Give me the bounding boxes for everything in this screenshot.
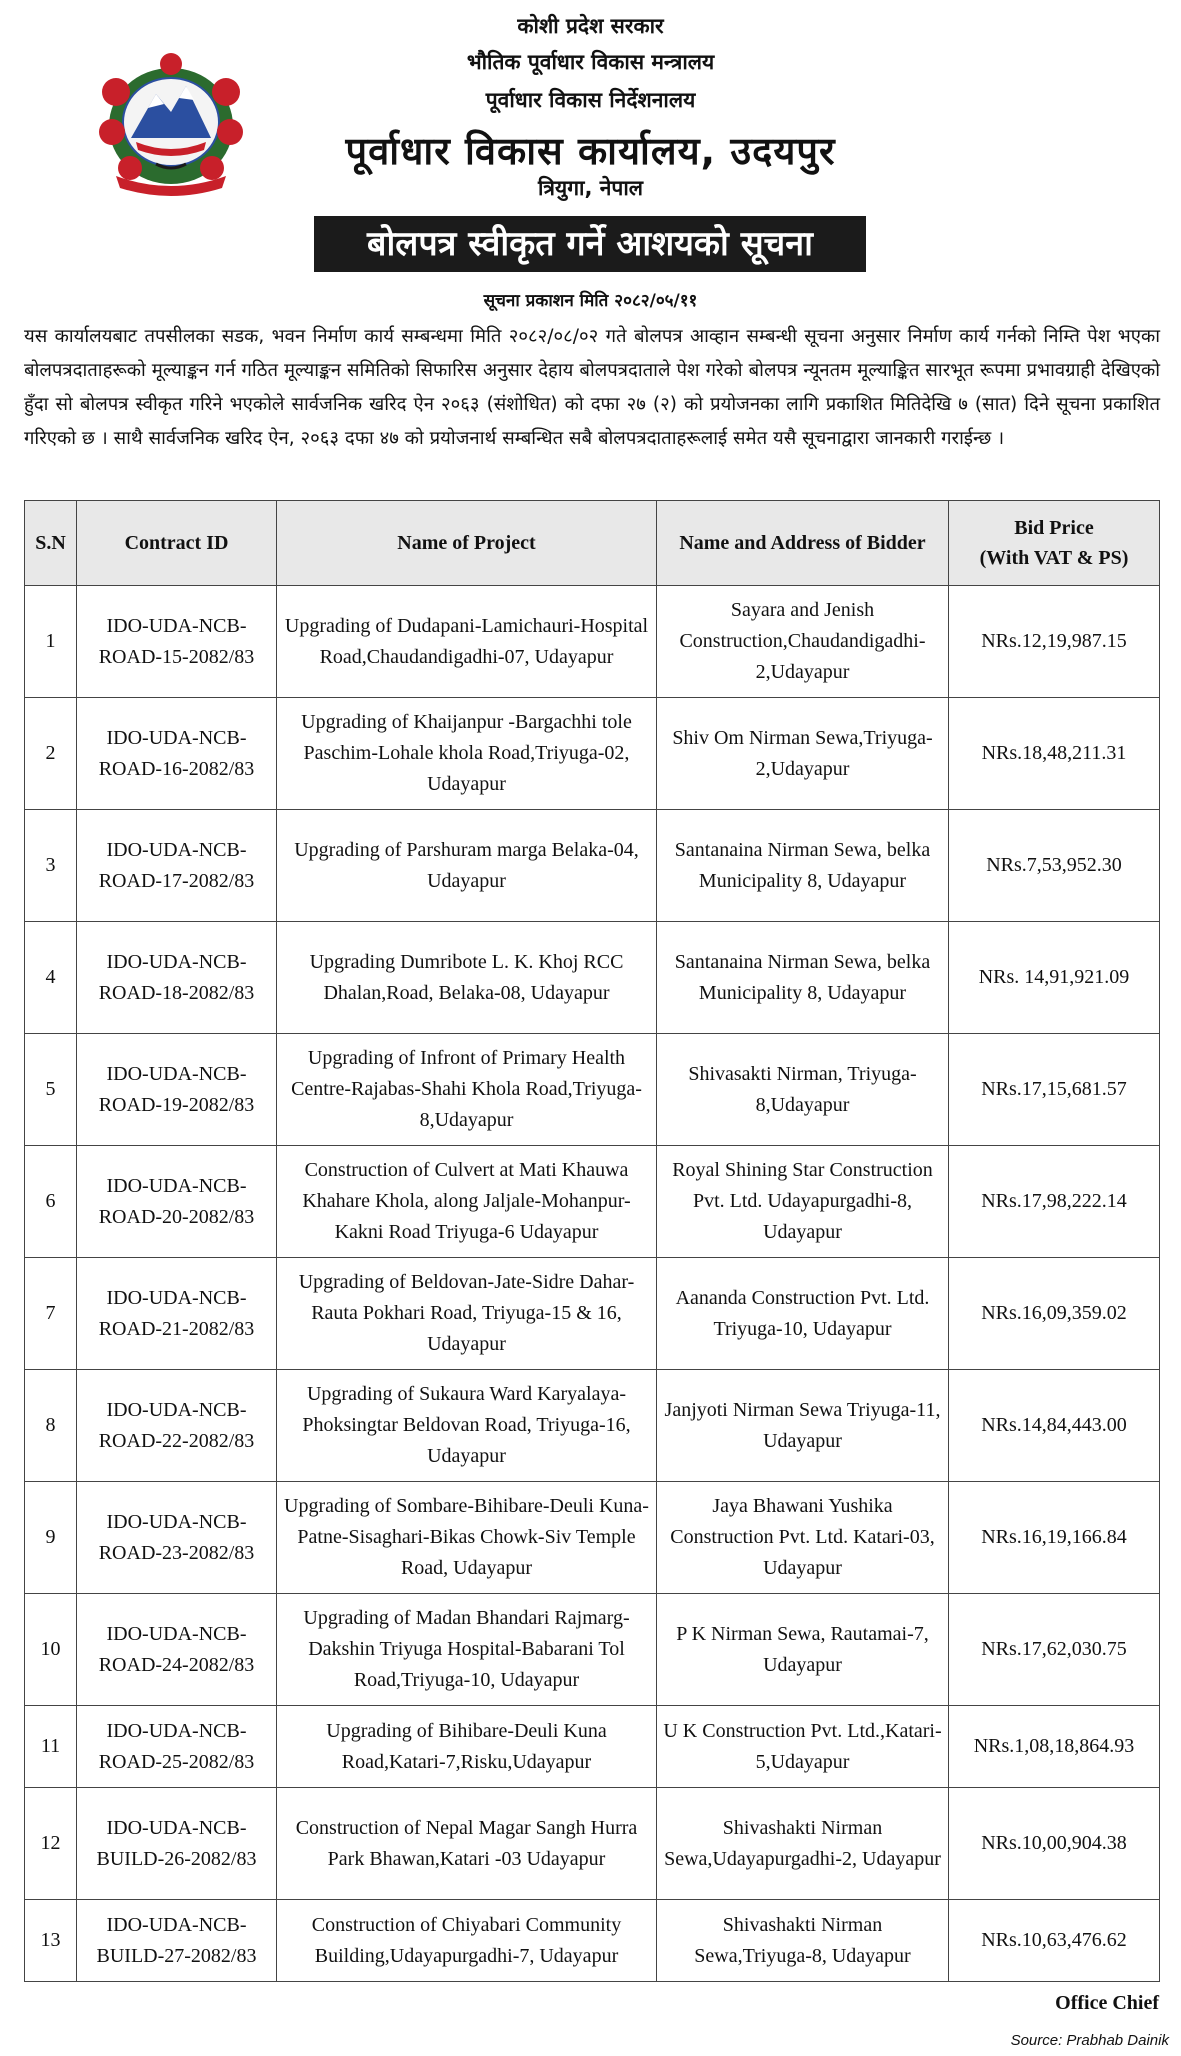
cell-bidder: Shivashakti Nirman Sewa,Triyuga-8, Udayapur bbox=[657, 1900, 949, 1982]
cell-bidder: Sayara and Jenish Construction,Chaudandigadhi-2,Udayapur bbox=[657, 586, 949, 698]
cell-project: Upgrading of Sukaura Ward Karyalaya-Phoksingtar Beldovan Road, Triyuga-16, Udayapur bbox=[277, 1370, 657, 1482]
cell-project: Upgrading of Beldovan-Jate-Sidre Dahar-Rauta Pokhari Road, Triyuga-15 & 16, Udayapur bbox=[277, 1258, 657, 1370]
contract-id-part1: IDO-UDA-NCB- bbox=[106, 1062, 247, 1085]
cell-sn: 10 bbox=[25, 1594, 77, 1706]
cell-sn: 7 bbox=[25, 1258, 77, 1370]
cell-bidder: Janjyoti Nirman Sewa Triyuga-11, Udayapur bbox=[657, 1370, 949, 1482]
contract-id-part1: IDO-UDA-NCB- bbox=[106, 1510, 247, 1533]
office-name: पूर्वाधार विकास कार्यालय, उदयपुर bbox=[345, 129, 836, 173]
office-location: त्रियुगा, नेपाल bbox=[537, 176, 644, 200]
cell-project: Upgrading of Bihibare-Deuli Kuna Road,Katari-7,Risku,Udayapur bbox=[277, 1706, 657, 1788]
cell-bidder: U K Construction Pvt. Ltd.,Katari-5,Udayapur bbox=[657, 1706, 949, 1788]
cell-contract-id bbox=[77, 1370, 277, 1482]
contract-id-part2: BUILD-27-2082/83 bbox=[96, 1944, 257, 1967]
contract-id-part1: IDO-UDA-NCB- bbox=[106, 614, 247, 637]
col-header-bid-price bbox=[949, 501, 1160, 586]
table-row bbox=[25, 1900, 1160, 1982]
cell-project: Upgrading of Madan Bhandari Rajmarg-Dakshin Triyuga Hospital-Babarani Tol Road,Triyuga-10, Udayapur bbox=[277, 1594, 657, 1706]
col-header-project: Name of Project bbox=[277, 501, 657, 586]
contract-id-part2: ROAD-21-2082/83 bbox=[98, 1317, 255, 1340]
cell-bidder: Santanaina Nirman Sewa, belka Municipality 8, Udayapur bbox=[657, 922, 949, 1034]
cell-project: Construction of Chiyabari Community Building,Udayapurgadhi-7, Udayapur bbox=[277, 1900, 657, 1982]
table-row bbox=[25, 1706, 1160, 1788]
cell-bid-price: NRs.14,84,443.00 bbox=[949, 1370, 1160, 1482]
cell-bidder: Royal Shining Star Construction Pvt. Ltd. Udayapurgadhi-8, Udayapur bbox=[657, 1146, 949, 1258]
contract-id-part2: ROAD-23-2082/83 bbox=[98, 1541, 255, 1564]
cell-contract-id bbox=[77, 1258, 277, 1370]
contract-id-part2: ROAD-20-2082/83 bbox=[98, 1205, 255, 1228]
office-chief-signature: Office Chief bbox=[1055, 1992, 1159, 2014]
publish-date: सूचना प्रकाशन मिति २०८२/०५/११ bbox=[483, 291, 698, 311]
cell-bidder: P K Nirman Sewa, Rautamai-7, Udayapur bbox=[657, 1594, 949, 1706]
table-header-row bbox=[25, 501, 1160, 586]
table-row bbox=[25, 1788, 1160, 1900]
cell-bid-price: NRs.12,19,987.15 bbox=[949, 586, 1160, 698]
contract-id-part2: ROAD-24-2082/83 bbox=[98, 1653, 255, 1676]
contract-id-part1: IDO-UDA-NCB- bbox=[106, 1174, 247, 1197]
cell-bid-price: NRs.16,09,359.02 bbox=[949, 1258, 1160, 1370]
contract-id-part1: IDO-UDA-NCB- bbox=[106, 1622, 247, 1645]
table-row bbox=[25, 810, 1160, 922]
cell-sn: 11 bbox=[25, 1706, 77, 1788]
table-row bbox=[25, 1034, 1160, 1146]
contract-id-part1: IDO-UDA-NCB- bbox=[106, 726, 247, 749]
cell-contract-id bbox=[77, 1706, 277, 1788]
bid-price-label: Bid Price bbox=[1014, 517, 1094, 539]
cell-contract-id bbox=[77, 1900, 277, 1982]
cell-bidder: Shivasakti Nirman, Triyuga-8,Udayapur bbox=[657, 1034, 949, 1146]
cell-bid-price: NRs. 14,91,921.09 bbox=[949, 922, 1160, 1034]
contract-id-part1: IDO-UDA-NCB- bbox=[106, 1913, 247, 1936]
cell-contract-id bbox=[77, 1034, 277, 1146]
cell-sn: 5 bbox=[25, 1034, 77, 1146]
cell-sn: 13 bbox=[25, 1900, 77, 1982]
cell-bid-price: NRs.17,62,030.75 bbox=[949, 1594, 1160, 1706]
contract-id-part2: BUILD-26-2082/83 bbox=[96, 1847, 257, 1870]
cell-project: Construction of Culvert at Mati Khauwa Khahare Khola, along Jaljale-Mohanpur-Kakni Road Triyuga-6 Udayapur bbox=[277, 1146, 657, 1258]
cell-project: Construction of Nepal Magar Sangh Hurra Park Bhawan,Katari -03 Udayapur bbox=[277, 1788, 657, 1900]
cell-contract-id bbox=[77, 586, 277, 698]
cell-contract-id bbox=[77, 698, 277, 810]
cell-bid-price: NRs.17,15,681.57 bbox=[949, 1034, 1160, 1146]
source-credit: Source: Prabhab Dainik bbox=[1010, 2032, 1169, 2049]
cell-sn: 2 bbox=[25, 698, 77, 810]
bid-price-sublabel: (With VAT & PS) bbox=[979, 547, 1129, 569]
notice-paragraph: यस कार्यालयबाट तपसीलका सडक, भवन निर्माण कार्य सम्बन्धमा मिति २०८२/०८/०२ गते बोलपत्र आव्हान सम्बन्धी सूचना अनुसार निर्माण कार्य गर्नको निम्ति पेश भएका बोलपत्रदाताहरूको मूल्याङ्कन गर्न गठित मूल्याङ्कन समितिको सिफारिस अनुसार देहाय बोलपत्रदाताले पेश गरेको बोलपत्र न्यूनतम मूल्याङ्कित सारभूत रूपमा प्रभावग्राही देखिएको हुँदा सो बोलपत्र स्वीकृत गरिने भएकोले सार्वजनिक खरिद ऐन २०६३ (संशोधित) को दफा २७ (२) को प्रयोजनका लागि प्रकाशित मितिदेखि ७ (सात) दिने सूचना प्रकाशित गरिएको छ । साथै सार्वजनिक खरिद ऐन, २०६३ दफा ४७ को प्रयोजनार्थ सम्बन्धित सबै बोलपत्रदाताहरूलाई समेत यसै सूचनाद्वारा जानकारी गराईन्छ । bbox=[24, 326, 1160, 449]
government-name: कोशी प्रदेश सरकार bbox=[517, 14, 664, 38]
ministry-name: भौतिक पूर्वाधार विकास मन्त्रालय bbox=[466, 50, 715, 74]
directorate-name: पूर्वाधार विकास निर्देशनालय bbox=[485, 88, 696, 112]
col-header-bidder: Name and Address of Bidder bbox=[657, 501, 949, 586]
contract-id-part2: ROAD-15-2082/83 bbox=[98, 645, 255, 668]
table-row bbox=[25, 586, 1160, 698]
contract-id-part2: ROAD-22-2082/83 bbox=[98, 1429, 255, 1452]
cell-contract-id bbox=[77, 1482, 277, 1594]
cell-sn: 1 bbox=[25, 586, 77, 698]
col-header-sn: S.N bbox=[25, 501, 77, 586]
contract-id-part1: IDO-UDA-NCB- bbox=[106, 1719, 247, 1742]
cell-sn: 3 bbox=[25, 810, 77, 922]
table-row bbox=[25, 1258, 1160, 1370]
contract-id-part1: IDO-UDA-NCB- bbox=[106, 1816, 247, 1839]
cell-contract-id bbox=[77, 810, 277, 922]
cell-contract-id bbox=[77, 1146, 277, 1258]
cell-bid-price: NRs.17,98,222.14 bbox=[949, 1146, 1160, 1258]
table-row bbox=[25, 922, 1160, 1034]
contract-id-part1: IDO-UDA-NCB- bbox=[106, 950, 247, 973]
notice-title: बोलपत्र स्वीकृत गर्ने आशयको सूचना bbox=[314, 216, 866, 272]
contract-id-part1: IDO-UDA-NCB- bbox=[106, 838, 247, 861]
cell-contract-id bbox=[77, 922, 277, 1034]
table-row bbox=[25, 1594, 1160, 1706]
cell-bidder: Jaya Bhawani Yushika Construction Pvt. Ltd. Katari-03, Udayapur bbox=[657, 1482, 949, 1594]
cell-project: Upgrading of Sombare-Bihibare-Deuli Kuna-Patne-Sisaghari-Bikas Chowk-Siv Temple Road, Udayapur bbox=[277, 1482, 657, 1594]
cell-bidder: Shivashakti Nirman Sewa,Udayapurgadhi-2, Udayapur bbox=[657, 1788, 949, 1900]
cell-bid-price: NRs.10,63,476.62 bbox=[949, 1900, 1160, 1982]
cell-bid-price: NRs.1,08,18,864.93 bbox=[949, 1706, 1160, 1788]
contract-id-part1: IDO-UDA-NCB- bbox=[106, 1286, 247, 1309]
contract-id-part2: ROAD-18-2082/83 bbox=[98, 981, 255, 1004]
col-header-contract-id: Contract ID bbox=[77, 501, 277, 586]
contract-id-part2: ROAD-19-2082/83 bbox=[98, 1093, 255, 1116]
cell-project: Upgrading of Parshuram marga Belaka-04, Udayapur bbox=[277, 810, 657, 922]
cell-sn: 6 bbox=[25, 1146, 77, 1258]
table-row bbox=[25, 1370, 1160, 1482]
contract-id-part1: IDO-UDA-NCB- bbox=[106, 1398, 247, 1421]
cell-bidder: Shiv Om Nirman Sewa,Triyuga-2,Udayapur bbox=[657, 698, 949, 810]
cell-sn: 4 bbox=[25, 922, 77, 1034]
cell-project: Upgrading of Infront of Primary Health Centre-Rajabas-Shahi Khola Road,Triyuga-8,Udayapur bbox=[277, 1034, 657, 1146]
cell-contract-id bbox=[77, 1594, 277, 1706]
cell-bid-price: NRs.10,00,904.38 bbox=[949, 1788, 1160, 1900]
contract-id-part2: ROAD-25-2082/83 bbox=[98, 1750, 255, 1773]
cell-sn: 12 bbox=[25, 1788, 77, 1900]
bid-table bbox=[24, 500, 1160, 1982]
contract-id-part2: ROAD-16-2082/83 bbox=[98, 757, 255, 780]
cell-bid-price: NRs.7,53,952.30 bbox=[949, 810, 1160, 922]
cell-sn: 8 bbox=[25, 1370, 77, 1482]
cell-bid-price: NRs.16,19,166.84 bbox=[949, 1482, 1160, 1594]
table-row bbox=[25, 698, 1160, 810]
table-row bbox=[25, 1482, 1160, 1594]
cell-project: Upgrading of Khaijanpur -Bargachhi tole Paschim-Lohale khola Road,Triyuga-02, Udayapur bbox=[277, 698, 657, 810]
cell-bidder: Santanaina Nirman Sewa, belka Municipality 8, Udayapur bbox=[657, 810, 949, 922]
cell-project: Upgrading Dumribote L. K. Khoj RCC Dhalan,Road, Belaka-08, Udayapur bbox=[277, 922, 657, 1034]
cell-bid-price: NRs.18,48,211.31 bbox=[949, 698, 1160, 810]
cell-contract-id bbox=[77, 1788, 277, 1900]
cell-sn: 9 bbox=[25, 1482, 77, 1594]
table-row bbox=[25, 1146, 1160, 1258]
contract-id-part2: ROAD-17-2082/83 bbox=[98, 869, 255, 892]
cell-bidder: Aananda Construction Pvt. Ltd. Triyuga-10, Udayapur bbox=[657, 1258, 949, 1370]
cell-project: Upgrading of Dudapani-Lamichauri-Hospital Road,Chaudandigadhi-07, Udayapur bbox=[277, 586, 657, 698]
